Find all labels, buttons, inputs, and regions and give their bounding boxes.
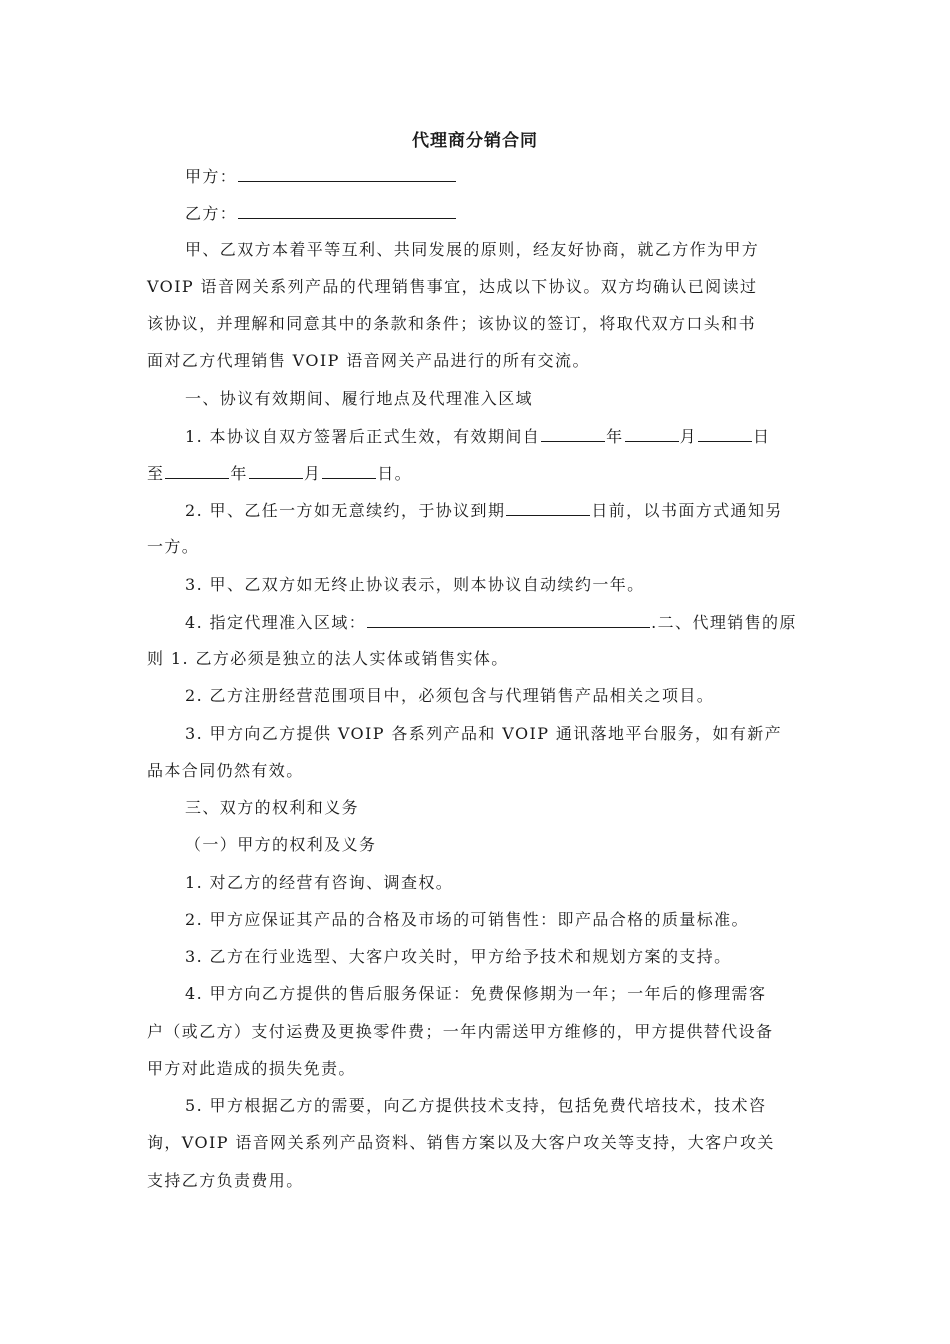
party-a-label: 甲方： — [185, 167, 238, 186]
section1-heading: 一、协议有效期间、履行地点及代理准入区域 — [185, 389, 534, 408]
clause-1-1-line-1 — [185, 425, 770, 448]
clause-text: 日。 — [377, 464, 413, 483]
end-day-blank — [322, 462, 376, 479]
party-a-duty-5-line-2: 询，VOIP 语音网关系列产品资料、销售方案以及大客户攻关等支持，大客户攻关 — [147, 1133, 775, 1152]
intro-line-1: 甲、乙双方本着平等互利、共同发展的原则，经友好协商，就乙方作为甲方 — [185, 240, 760, 259]
clause-text: 至 — [147, 464, 165, 483]
party-a-duty-4-line-1: 4. 甲方向乙方提供的售后服务保证：免费保修期为一年；一年后的修理需客 — [185, 984, 767, 1003]
clause-text: 年 — [606, 427, 624, 446]
party-a-blank — [238, 165, 456, 182]
intro-line-3: 该协议，并理解和同意其中的条款和条件；该协议的签订，将取代双方口头和书 — [147, 314, 757, 333]
party-a-duty-2: 2. 甲方应保证其产品的合格及市场的可销售性：即产品合格的质量标准。 — [185, 910, 749, 929]
party-b-label: 乙方： — [185, 204, 238, 223]
clause-1-2-line-2: 一方。 — [147, 537, 200, 556]
party-b-line — [185, 202, 457, 225]
party-a-duty-4-line-2: 户（或乙方）支付运费及更换零件费；一年内需送甲方维修的，甲方提供替代设备 — [147, 1022, 774, 1041]
party-b-blank — [238, 202, 456, 219]
clause-1-4-line-2: 则 1. 乙方必须是独立的法人实体或销售实体。 — [147, 649, 509, 668]
clause-text: 日前，以书面方式通知另 — [591, 501, 783, 520]
clause-2-2: 2. 乙方注册经营范围项目中，必须包含与代理销售产品相关之项目。 — [185, 686, 715, 705]
party-a-duty-1: 1. 对乙方的经营有咨询、调查权。 — [185, 873, 454, 892]
start-day-blank — [698, 425, 752, 442]
clause-1-2-line-1 — [185, 499, 783, 522]
party-a-duty-4-line-3: 甲方对此造成的损失免责。 — [147, 1059, 356, 1078]
clause-1-3: 3. 甲、乙双方如无终止协议表示，则本协议自动续约一年。 — [185, 575, 645, 594]
clause-1-1-line-2 — [147, 462, 412, 485]
section3-heading: 三、双方的权利和义务 — [185, 798, 360, 817]
clause-2-3-line-1: 3. 甲方向乙方提供 VOIP 各系列产品和 VOIP 通讯落地平台服务，如有新产 — [185, 724, 783, 743]
clause-text: 日 — [752, 427, 771, 446]
start-year-blank — [541, 425, 605, 442]
party-a-duty-3: 3. 乙方在行业选型、大客户攻关时，甲方给予技术和规划方案的支持。 — [185, 947, 732, 966]
intro-line-2: VOIP 语音网关系列产品的代理销售事宜，达成以下协议。双方均确认已阅读过 — [147, 277, 758, 296]
clause-text: .二、代理销售的原 — [651, 613, 797, 632]
region-blank — [367, 611, 650, 628]
start-month-blank — [625, 425, 679, 442]
end-month-blank — [249, 462, 303, 479]
party-a-duty-5-line-3: 支持乙方负责费用。 — [147, 1171, 304, 1190]
end-year-blank — [165, 462, 229, 479]
party-a-duty-5-line-1: 5. 甲方根据乙方的需要，向乙方提供技术支持，包括免费代培技术，技术咨 — [185, 1096, 767, 1115]
notice-days-blank — [506, 499, 590, 516]
clause-text: 2. 甲、乙任一方如无意续约，于协议到期 — [185, 501, 506, 520]
party-a-line — [185, 165, 457, 188]
clause-2-3-line-2: 品本合同仍然有效。 — [147, 761, 304, 780]
clause-text: 4. 指定代理准入区域： — [185, 613, 367, 632]
clause-1-4-line-1 — [185, 611, 797, 634]
clause-text: 年 — [230, 464, 248, 483]
clause-text: 月 — [303, 464, 322, 483]
intro-line-4: 面对乙方代理销售 VOIP 语音网关产品进行的所有交流。 — [147, 351, 590, 370]
sub1-heading: （一）甲方的权利及义务 — [185, 835, 377, 854]
document-title: 代理商分销合同 — [412, 131, 538, 151]
clause-text: 1. 本协议自双方签署后正式生效，有效期间自 — [185, 427, 541, 446]
clause-text: 月 — [679, 427, 697, 446]
